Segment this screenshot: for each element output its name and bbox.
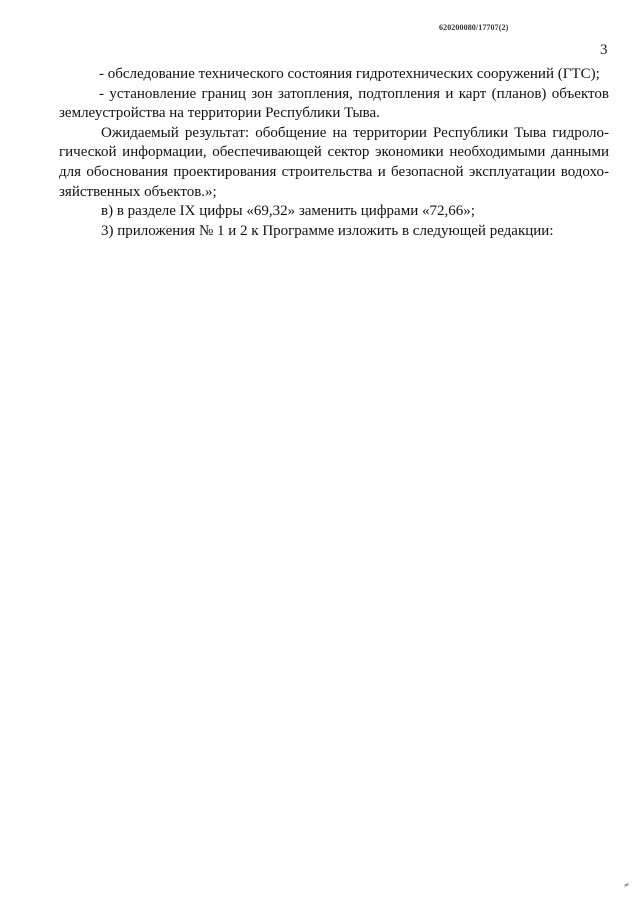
text-line-justification: для обоснования проектирования строительства и безопасной эксплуатации водохо- (59, 163, 609, 180)
document-body (59, 65, 609, 241)
text-line-appendices: 3) приложения № 1 и 2 к Программе изложить в следующей редакции: (101, 222, 554, 239)
page-number: 3 (600, 42, 608, 58)
text-line-bullet-boundaries: - установление границ зон затопления, подтопления и карт (планов) объектов (99, 85, 609, 102)
text-line-land-management: землеустройства на территории Республики Тыва. (59, 105, 380, 122)
scan-mark: ≠ (624, 880, 629, 890)
text-line-objects: зяйственных объектов.»; (59, 183, 217, 200)
document-id: 620200080/17707(2) (439, 23, 509, 32)
text-line-bullet-gts: - обследование технического состояния гидротехнических сооружений (ГТС); (99, 66, 600, 82)
text-line-expected-result: Ожидаемый результат: обобщение на территории Республики Тыва гидроло- (101, 124, 609, 141)
text-line-section-ix: в) в разделе IX цифры «69,32» заменить цифрами «72,66»; (101, 203, 475, 220)
text-line-hydro-info: гической информации, обеспечивающей сектор экономики необходимыми данными (59, 144, 609, 161)
